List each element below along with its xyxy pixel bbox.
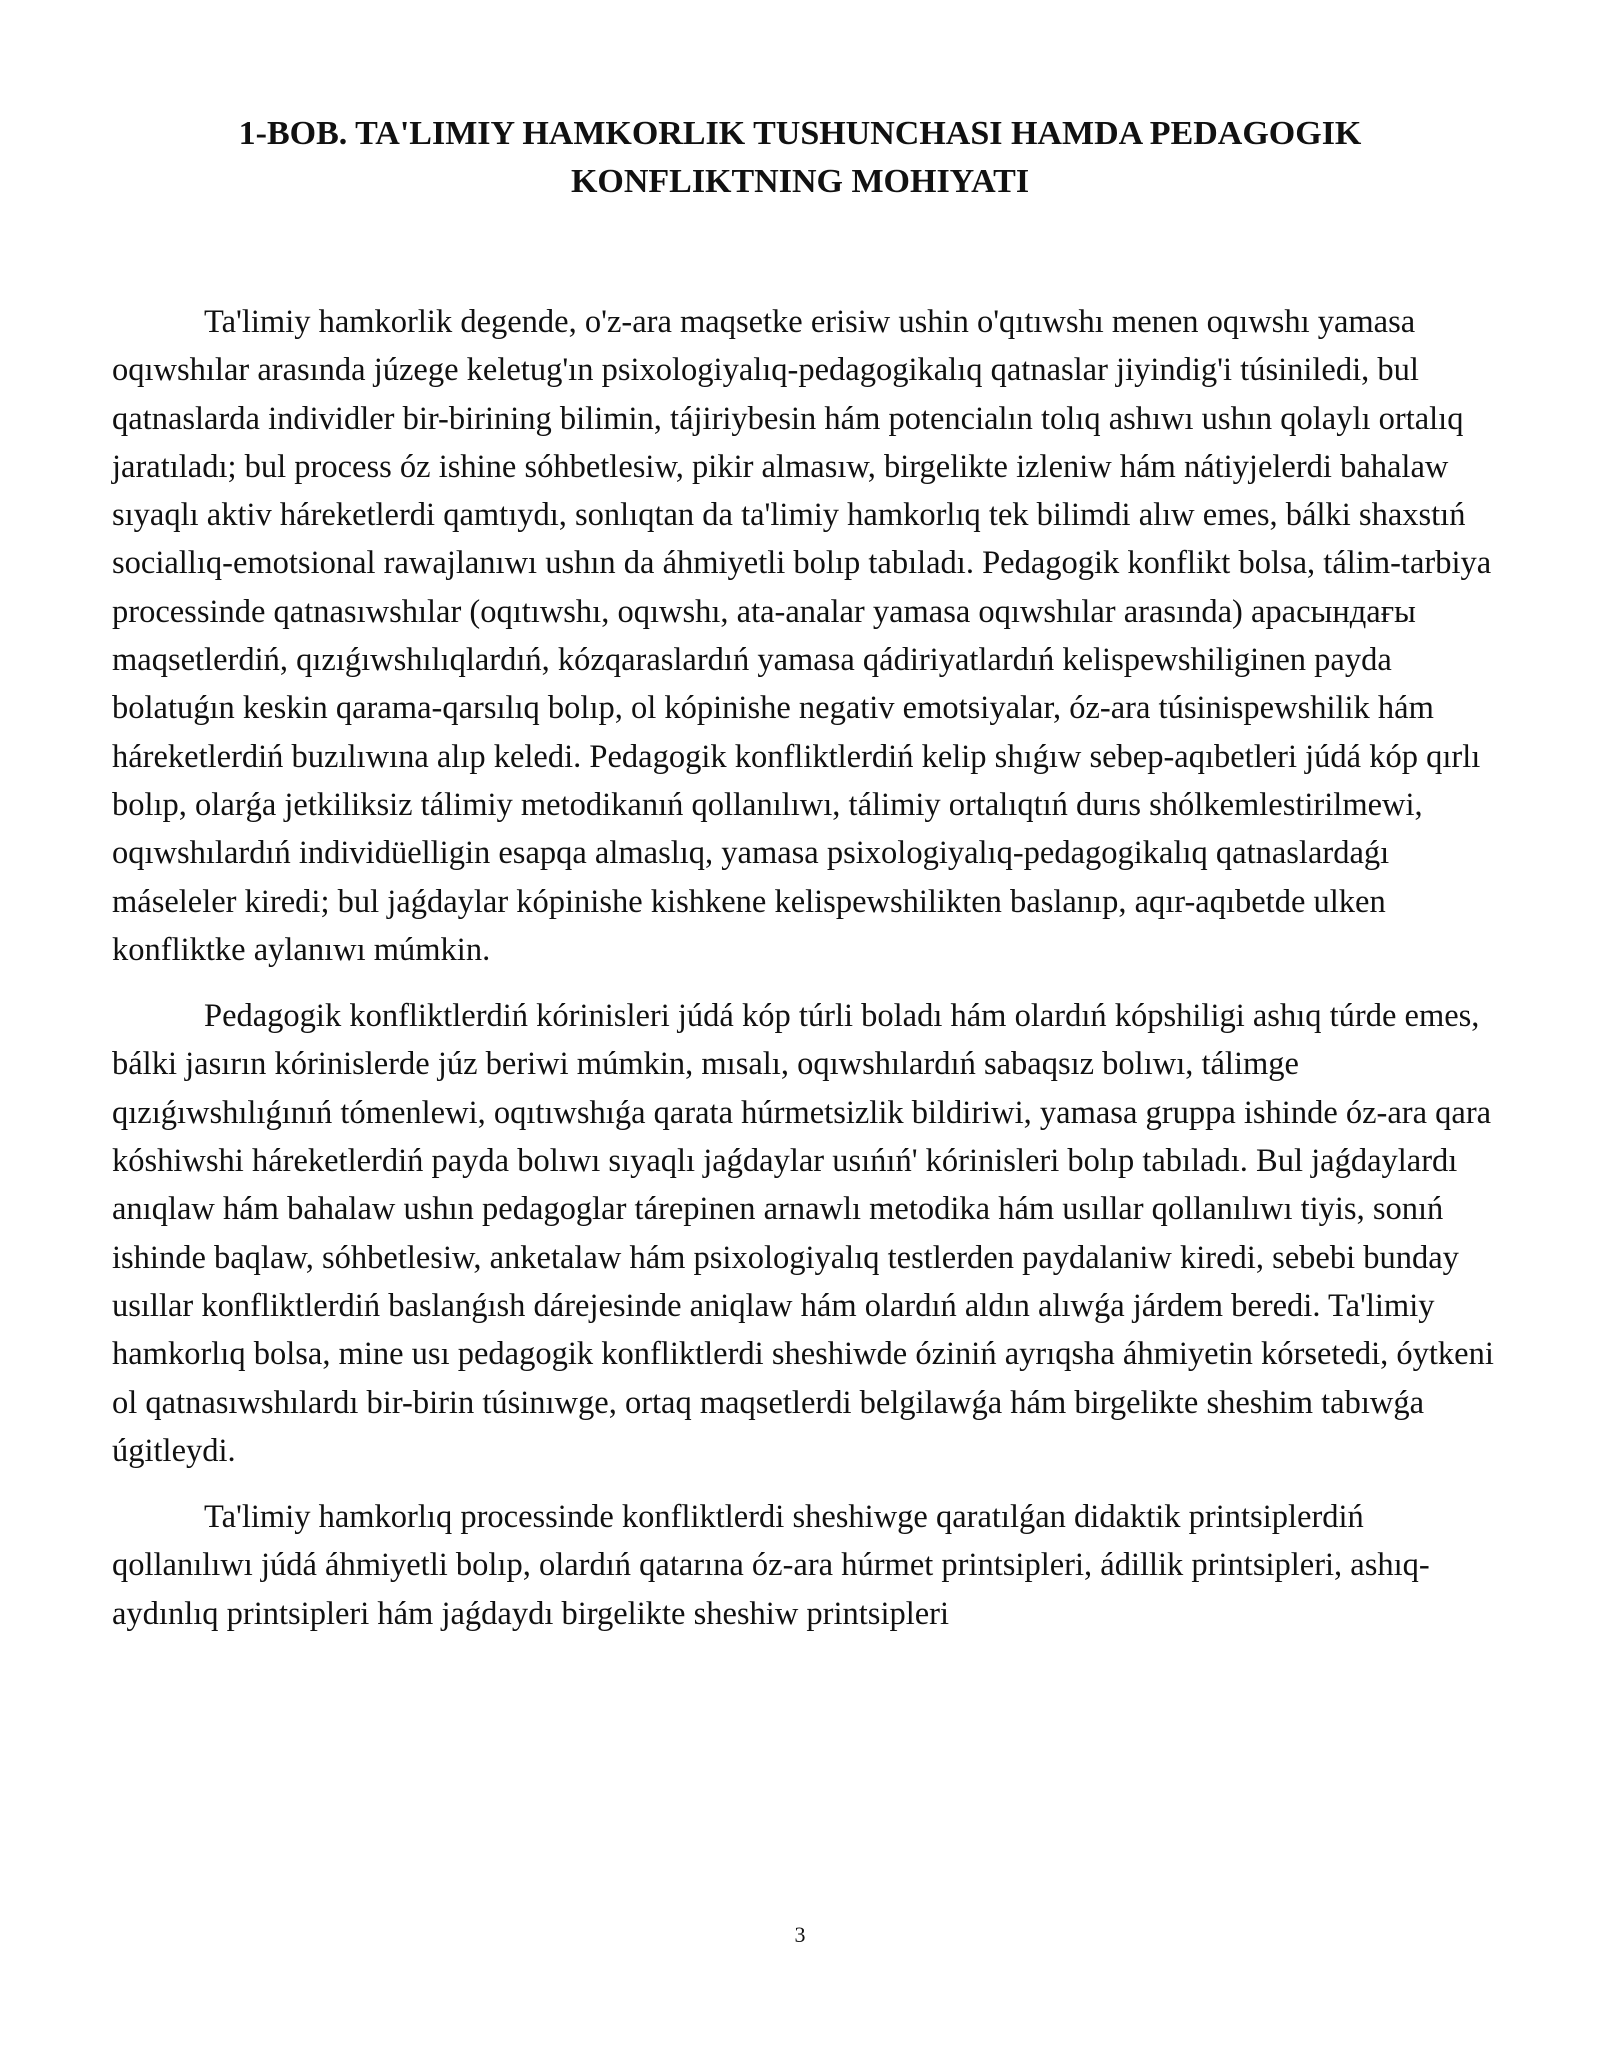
chapter-heading-line-2: KONFLIKTNING MOHIYATI — [570, 163, 1030, 200]
paragraph-3: Ta'limiy hamkorlıq processinde konfliktlerdi sheshiwge qaratılǵan didaktik printsiplerdiń qollanılıwı júdá áhmiyetli bolıp, olardıń qatarına óz-ara húrmet printsipleri, ádillik printsipleri, ashıq-aydınlıq printsipleri hám jaǵdaydı birgelikte sheshiw printsipleri — [112, 1499, 1430, 1632]
paragraph-2: Pedagogik konfliktlerdiń kórinisleri júdá kóp túrli boladı hám olardıń kópshiligi ashıq túrde emes, bálki jasırın kórinislerde júz beriwi múmkin, mısalı, oqıwshılardıń sabaqsız bolıwı, tálimge qızıǵıwshılıǵınıń tómenlewi, oqıtıwshıǵa qarata húrmetsizlik bildiriwi, yamasa gruppa ishinde óz-ara qara kóshiwshi háreketlerdiń payda bolıwı sıyaqlı jaǵdaylar usıńıń' kórinisleri bolıp tabıladı. Bul jaǵdaylardı anıqlaw hám bahalaw ushın pedagoglar tárepinen arnawlı metodika hám usıllar qollanılıwı tiyis, sonıń ishinde baqlaw, sóhbetlesiw, anketalaw hám psixologiyalıq testlerden paydalaniw kiredi, sebebi bunday usıllar konfliktlerdiń baslanǵısh dárejesinde aniqlaw hám olardıń aldın alıwǵa járdem beredi. Ta'limiy hamkorlıq bolsa, mine usı pedagogik konfliktlerdi sheshiwde óziniń ayrıqsha áhmiyetin kórsetedi, óytkeni ol qatnasıwshılardı bir-birin túsinıwge, ortaq maqsetlerdi belgilawǵa hám birgelikte sheshim tabıwǵa úgitleydi. — [112, 998, 1494, 1469]
body-text — [112, 298, 1502, 1656]
page-number: 3 — [794, 1922, 806, 1947]
chapter-heading — [150, 110, 1450, 206]
paragraph-1: Ta'limiy hamkorlik degende, o'z-ara maqsetke erisiw ushin o'qıtıwshı menen oqıwshı yamasa oqıwshılar arasında júzege keletug'ın psixologiyalıq-pedagogikalıq qatnaslar jiyindig'i túsiniledi, bul qatnaslarda individler bir-birining bilimin, tájiriybesin hám potencialın tolıq ashıwı ushın qolaylı ortalıq jaratıladı; bul process óz ishine sóhbetlesiw, pikir almasıw, birgelikte izleniw hám nátiyjelerdi bahalaw sıyaqlı aktiv háreketlerdi qamtıydı, sonlıqtan da ta'limiy hamkorlıq tek bilimdi alıw emes, bálki shaxstıń sociallıq-emotsional rawajlanıwı ushın da áhmiyetli bolıp tabıladı. Pedagogik konflikt bolsa, tálim-tarbiya processinde qatnasıwshılar (oqıtıwshı, oqıwshı, ata-analar yamasa oqıwshılar arasında) арасындағы maqsetlerdiń, qızıǵıwshılıqlardıń, kózqaraslardıń yamasa qádiriyatlardıń kelispewshiliginen payda bolatuǵın keskin qarama-qarsılıq bolıp, ol kópinishe negativ emotsiyalar, óz-ara túsinispewshilik hám háreketlerdiń buzılıwına alıp keledi. Pedagogik konfliktlerdiń kelip shıǵıw sebep-aqıbetleri júdá kóp qırlı bolıp, olarǵa jetkiliksiz tálimiy metodikanıń qollanılıwı, tálimiy ortalıqtıń durıs shólkemlestirilmewi, oqıwshılardıń individüelligin esapqa almaslıq, yamasa psixologiyalıq-pedagogikalıq qatnaslardaǵı máseleler kiredi; bul jaǵdaylar kópinishe kishkene kelispewshilikten baslanıp, aqır-aqıbetde ulken konfliktke aylanıwı múmkin. — [112, 304, 1492, 968]
chapter-heading-line-1: 1-BOB. TA'LIMIY HAMKORLIK TUSHUNCHASI HAMDA PEDAGOGIK — [238, 115, 1362, 152]
